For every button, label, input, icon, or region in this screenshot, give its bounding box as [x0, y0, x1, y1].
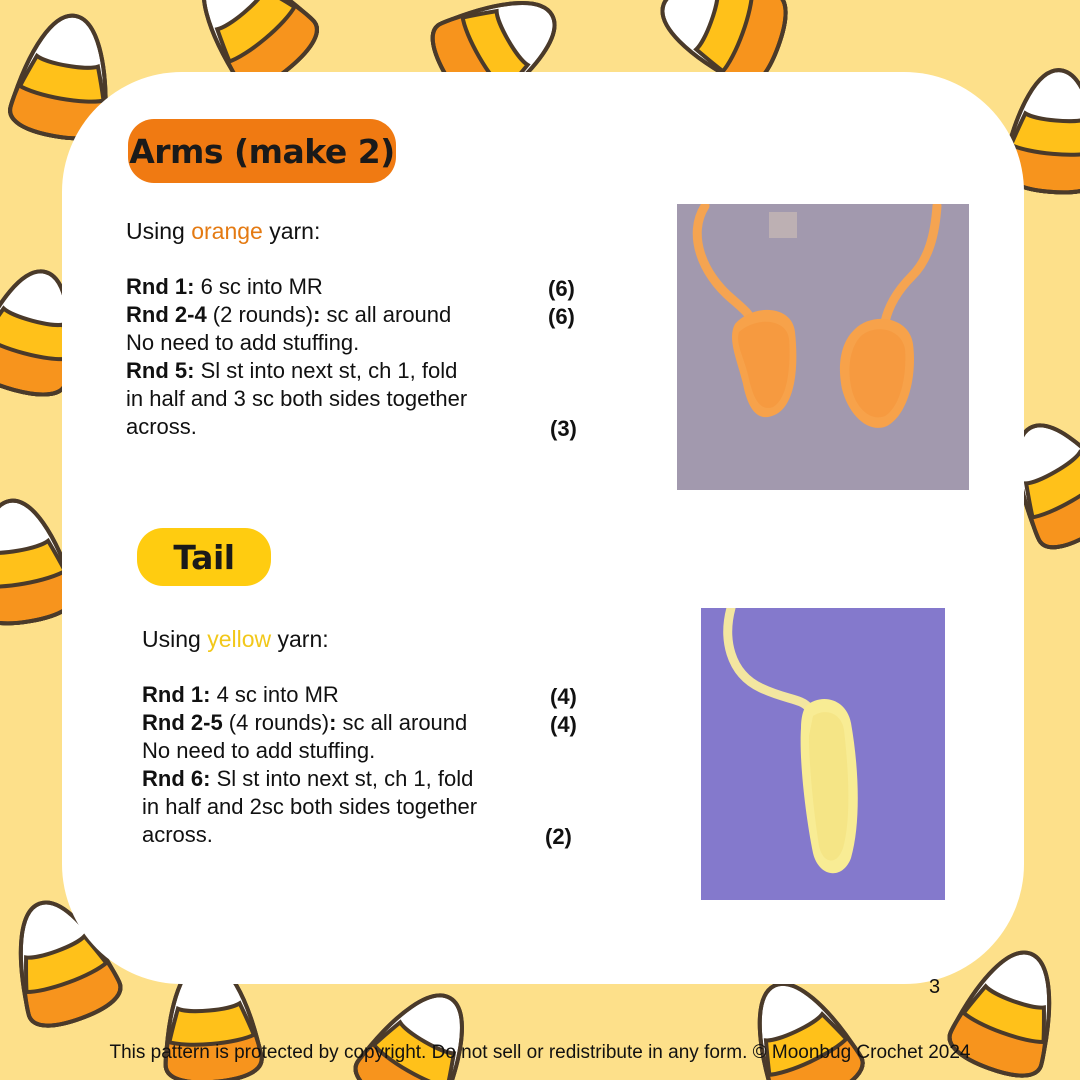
copyright-footer: This pattern is protected by copyright. Do not sell or redistribute in any form. © Moonbug Crochet 2024	[109, 1042, 971, 1063]
row-text: 6 sc into MR	[194, 274, 323, 299]
row-text: Sl st into next st, ch 1, fold	[194, 358, 458, 383]
tail-row-last-line3: across.	[142, 822, 213, 847]
arms-intro	[126, 217, 320, 245]
tail-row-last-line2: in half and 2sc both sides together	[142, 794, 478, 819]
arms-intro-post: yarn:	[262, 218, 321, 244]
tail-photo	[701, 608, 945, 900]
row-label: Rnd 2-5	[142, 710, 223, 735]
row-label: Rnd 2-4	[126, 302, 207, 327]
tail-intro	[142, 625, 329, 653]
row-label: Rnd 1:	[126, 274, 195, 299]
tail-intro-color: yellow	[207, 626, 272, 652]
page-number: 3	[929, 976, 941, 998]
arms-intro-pre: Using	[126, 218, 192, 244]
tail-row-1-count: (4)	[550, 684, 577, 709]
row-label-colon: :	[329, 710, 337, 735]
tail-intro-post: yarn:	[271, 626, 329, 652]
row-text: Sl st into next st, ch 1, fold	[210, 766, 474, 791]
arms-row-last	[126, 357, 457, 385]
tail-intro-pre: Using	[142, 626, 208, 652]
tail-row-1	[142, 681, 339, 709]
row-text: 4 sc into MR	[210, 682, 339, 707]
tail-row-last-count: (2)	[545, 824, 572, 849]
tail-heading: Tail	[137, 528, 271, 586]
row-label: Rnd 6:	[142, 766, 211, 791]
row-label: Rnd 5:	[126, 358, 195, 383]
arms-heading: Arms (make 2)	[128, 119, 396, 183]
row-label: Rnd 1:	[142, 682, 211, 707]
arms-row-last-count: (3)	[550, 416, 577, 441]
arms-photo	[677, 204, 969, 490]
arms-row-last-line3: across.	[126, 414, 197, 439]
row-text-2: sc all around	[336, 710, 468, 735]
arms-intro-color: orange	[191, 218, 263, 244]
arms-row-1	[126, 273, 323, 301]
row-text: (4 rounds)	[222, 710, 330, 735]
arms-row-2	[126, 301, 451, 329]
arms-row-2-count: (6)	[548, 304, 575, 329]
tail-row-2-count: (4)	[550, 712, 577, 737]
tail-note: No need to add stuffing.	[142, 738, 376, 763]
row-label-colon: :	[313, 302, 321, 327]
row-text: (2 rounds)	[206, 302, 314, 327]
arms-row-1-count: (6)	[548, 276, 575, 301]
arms-note: No need to add stuffing.	[126, 330, 360, 355]
arms-row-last-line2: in half and 3 sc both sides together	[126, 386, 468, 411]
row-text-2: sc all around	[320, 302, 452, 327]
tail-row-2	[142, 709, 467, 737]
tail-row-last	[142, 765, 473, 793]
